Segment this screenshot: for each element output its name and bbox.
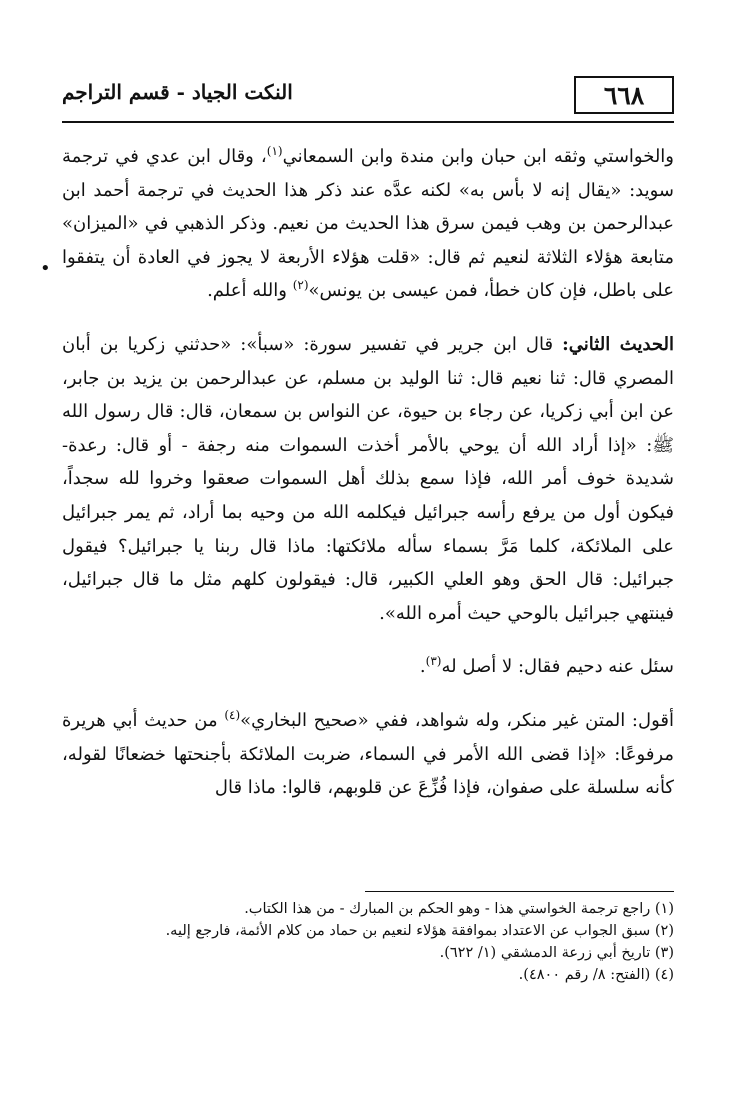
footnote-1: (١) راجع ترجمة الخواستي هذا - وهو الحكم بن المبارك - من هذا الكتاب. bbox=[244, 901, 674, 917]
page-number: ٦٦٨ bbox=[574, 76, 674, 114]
footnote-ref-1: (١) bbox=[266, 144, 283, 158]
paragraph-4 bbox=[62, 704, 674, 805]
footnote-3: (٣) تاريخ أبي زرعة الدمشقي (١/ ٦٢٢). bbox=[439, 945, 674, 961]
hadith-heading: الحديث الثاني: bbox=[562, 333, 675, 355]
footnote-2: (٢) سبق الجواب عن الاعتداد بموافقة هؤلاء لنعيم بن حماد من كلام الأئمة، فارجع إليه. bbox=[165, 923, 674, 939]
paragraph-3-text: سئل عنه دحيم فقال: لا أصل له bbox=[441, 656, 674, 678]
paragraph-3-end: . bbox=[419, 656, 426, 678]
main-text bbox=[62, 140, 674, 805]
footnote-ref-3: (٣) bbox=[425, 654, 442, 669]
paragraph-1-text-a: والخواستي وثقه ابن حبان وابن مندة وابن السمعاني bbox=[282, 146, 675, 167]
footnote-rule bbox=[365, 891, 674, 892]
paragraph-4-text-a: أقول: المتن غير منكر، وله شواهد، ففي «صحيح البخاري» bbox=[240, 709, 674, 731]
header-rule bbox=[62, 121, 674, 123]
paragraph-2 bbox=[62, 328, 674, 630]
paragraph-1-text-b: ، وقال ابن عدي في ترجمة سويد: «يقال إنه لا بأس به» لكنه عدَّه عند ذكر هذا الحديث في ترجمة أحمد ابن عبدالرحمن بن وهب فيمن سرق هذا الحديث من نعيم. وذكر الذهبي في «الميزان» متابعة هؤلاء الثلاثة لنعيم ثم قال: «قلت هؤلاء الأربعة لا يجوز في العادة أن يتفقوا على باطل، فإن كان خطأ، فمن عيسى بن يونس» bbox=[62, 146, 674, 302]
footnotes bbox=[62, 898, 674, 986]
margin-mark: • bbox=[40, 258, 51, 279]
footnote-4: (٤) (الفتح: ٨/ رقم ٤٨٠٠). bbox=[518, 967, 674, 983]
paragraph-1 bbox=[62, 140, 674, 308]
paragraph-1-text-c: والله أعلم. bbox=[207, 280, 293, 302]
paragraph-3 bbox=[62, 650, 674, 684]
page-header bbox=[62, 76, 674, 120]
footnote-ref-4: (٤) bbox=[224, 707, 241, 722]
running-title: النكت الجياد - قسم التراجم bbox=[62, 80, 293, 104]
paragraph-4-text-b: من حديث أبي هريرة مرفوعًا: «إذا قضى الله الأمر في السماء، ضربت الملائكة بأجنحتها خضعانًا لقوله، كأنه سلسلة على صفوان، فإذا فُزِّعَ عن قلوبهم، قالوا: ماذا قال bbox=[62, 709, 674, 799]
footnote-ref-2: (٢) bbox=[292, 278, 309, 293]
paragraph-2-text: قال ابن جرير في تفسير سورة: «سبأ»: «حدثني زكريا بن أبان المصري قال: ثنا نعيم قال: ثنا الوليد بن مسلم، عن عبدالرحمن بن يزيد بن جابر، عن ابن أبي زكريا، عن رجاء بن حيوة، عن النواس بن سمعان، قال: قال رسول الله ﷺ: «إذا أراد الله أن يوحي بالأمر أخذت السموات منه رجفة - أو قال: رعدة- شديدة خوف أمر الله، فإذا سمع بذلك أهل السموات صعقوا وخروا لله سجداً، فيكون أول من يرفع رأسه جبرائيل فيكلمه الله من وحيه بما أراد، ثم يمر جبرائيل على الملائكة، كلما مَرَّ بسماء سأله ملائكتها: ماذا قال ربنا يا جبرائيل؟ فيقول جبرائيل: قال الحق وهو العلي الكبير، قال: فيقولون كلهم مثل ما قال جبرائيل، فينتهي جبرائيل بالوحي حيث أمره الله». bbox=[62, 333, 674, 624]
